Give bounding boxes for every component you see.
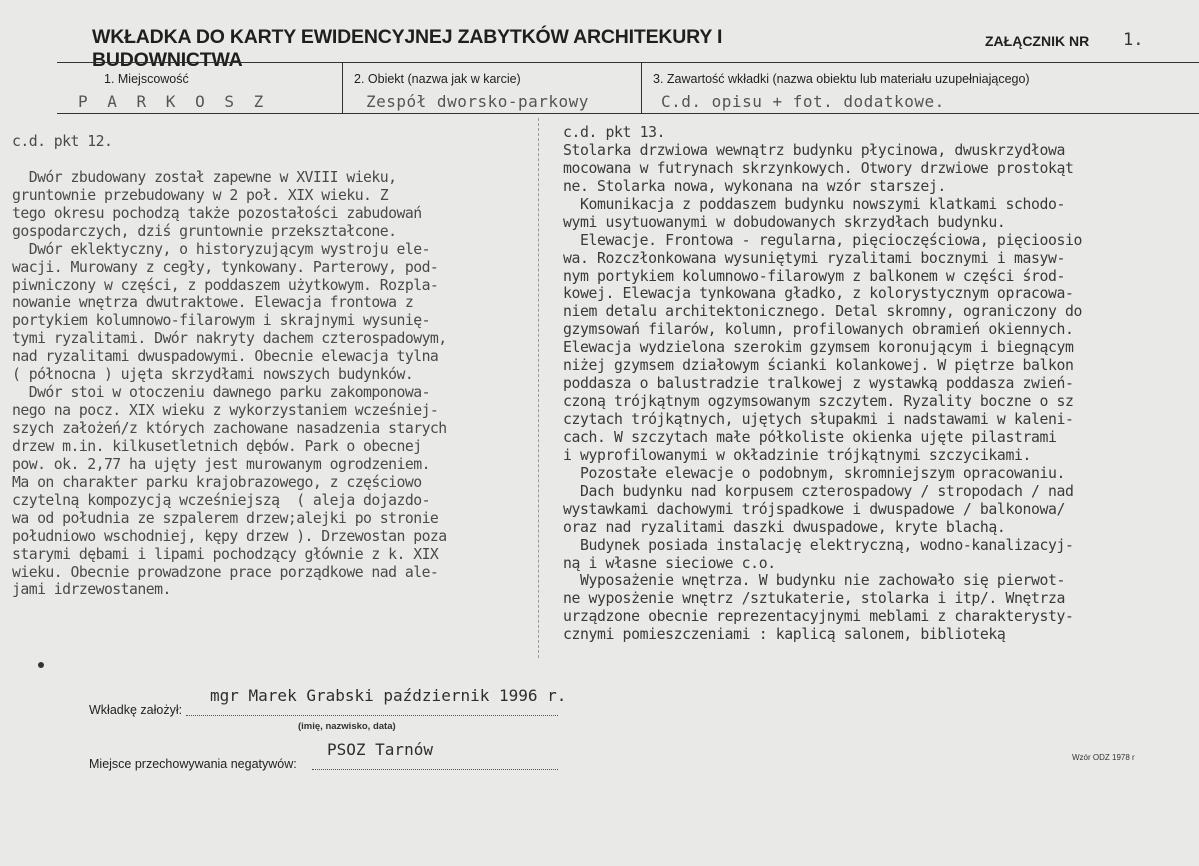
- field-value-contents: C.d. opisu + fot. dodatkowe.: [661, 92, 945, 111]
- right-column-line: Elewacje. Frontowa - regularna, pięcioczęściowa, pięcioosio: [563, 231, 1083, 249]
- left-column-line: starymi dębami i lipami pochodzący głównie z k. XIX: [12, 545, 439, 563]
- right-column-line: Stolarka drzwiowa wewnątrz budynku płycinowa, dwuskrzydłowa: [563, 141, 1066, 159]
- right-column-line: Komunikacja z poddaszem budynku nowszymi klatkami schodo-: [563, 195, 1066, 213]
- negatives-line: [312, 769, 558, 770]
- field-label-object: 2. Obiekt (nazwa jak w karcie): [354, 72, 521, 86]
- right-column-line: kowej. Elewacja tynkowana gładko, z kolorystycznym opracowa-: [563, 285, 1074, 303]
- left-column-line: nowanie wnętrza dwutraktowe. Elewacja frontowa z: [12, 294, 414, 312]
- right-column-line: gzymsowań filarów, kolumn, profilowanych obramień okiennych.: [563, 321, 1074, 339]
- left-column-line: nad ryzalitami dwuspadowymi. Obecnie elewacja tylna: [12, 348, 439, 366]
- left-column-line: tego okresu pochodzą także pozostałości zabudowań: [12, 204, 422, 222]
- negatives-label: Miejsce przechowywania negatywów:: [89, 757, 297, 771]
- right-column-line: Budynek posiada instalację elektryczną, wodno-kanalizacyj-: [563, 536, 1074, 554]
- created-by-label: Wkładkę założył:: [89, 703, 183, 717]
- left-column-line: południowo wschodniej, kępy drzew ). Drzewostan poza: [12, 527, 447, 545]
- column-separator: [538, 118, 539, 658]
- left-column-line: drzew m.in. kilkusetletnich dębów. Park o obecnej: [12, 437, 422, 455]
- left-column-line: wa od południa ze szpalerem drzew;alejki po stronie: [12, 509, 439, 527]
- right-column-line: Wyposażenie wnętrza. W budynku nie zachowało się pierwot-: [563, 572, 1066, 590]
- right-column-line: czoną trójkątnym ogzymsowanym szczytem. Ryzality boczne o sz: [563, 393, 1074, 411]
- right-column-text: [563, 124, 1082, 644]
- right-column-line: niżej gzymsem działowym ścianki kolankowej. W piętrze balkon: [563, 357, 1074, 375]
- annex-label: ZAŁĄCZNIK NR: [985, 33, 1090, 49]
- right-column-line: c.d. pkt 13.: [563, 124, 666, 141]
- right-column-line: i wyprofilowanymi w okładzinie trójkątnymi szczycikami.: [563, 446, 1031, 464]
- right-column-line: nym portykiem kolumnowo-filarowym z balkonem w części środ-: [563, 267, 1066, 285]
- left-column-line: nego na pocz. XIX wieku z wykorzystaniem wcześniej-: [12, 402, 439, 420]
- left-column-line: gruntownie przebudowany w 2 poł. XIX wieku. Z: [12, 186, 389, 204]
- left-column-line: czytelną kompozycją wcześniejszą ( aleja dojazdo-: [12, 491, 430, 509]
- left-column-line: wieku. Obecnie prowadzone prace porządkowe nad ale-: [12, 563, 439, 581]
- right-column-line: urządzone obecnie reprezentacyjnymi meblami z charakterysty-: [563, 608, 1074, 626]
- left-column-line: Dwór eklektyczny, o historyzującym wystroju ele-: [12, 240, 430, 258]
- document-title: WKŁADKA DO KARTY EWIDENCYJNEJ ZABYTKÓW ARCHITEKURY I BUDOWNICTWA: [92, 26, 723, 71]
- right-column-line: ne wyposżenie wnętrz /sztukaterie, stolarka i itp/. Wnętrza: [563, 590, 1066, 608]
- right-column-line: oraz nad ryzalitami daszki dwuspadowe, kryte blachą.: [563, 518, 1006, 536]
- left-column-line: Ma on charakter parku krajobrazowego, z częściowo: [12, 473, 422, 491]
- created-by-caption: (imię, nazwisko, data): [298, 721, 396, 732]
- left-column-line: portykiem kolumnowo-filarowym i skrajnymi wysunię-: [12, 312, 430, 330]
- field-value-object: Zespół dworsko-parkowy: [366, 92, 589, 111]
- left-column-line: Dwór stoi w otoczeniu dawnego parku zakomponowa-: [12, 384, 430, 402]
- annex-number: 1.: [1123, 30, 1144, 50]
- right-column-line: cach. W szczytach małe półkoliste okienka ujęte pilastrami: [563, 428, 1057, 446]
- right-column-line: Elewacja wydzielona szerokim gzymsem koronującym i biegnącym: [563, 339, 1074, 357]
- field-value-location: P A R K O S Z: [78, 92, 269, 111]
- left-column-line: c.d. pkt 12.: [12, 133, 113, 150]
- left-column-line: jami idrzewostanem.: [12, 581, 171, 599]
- field-label-contents: 3. Zawartość wkładki (nazwa obiektu lub materiału uzupełniającego): [653, 72, 1030, 86]
- right-column-line: wystawkami dachowymi trójspadkowe i dwuspadowe / balkonowa/: [563, 500, 1066, 518]
- right-column-line: poddasza o balustradzie tralkowej z wystawką poddasza zwień-: [563, 375, 1074, 393]
- right-column-line: czytach trójkątnych, ujętych słupakmi i nadstawami w kaleni-: [563, 411, 1074, 428]
- field-label-location: 1. Miejscowość: [104, 72, 189, 86]
- header-top-rule: [57, 62, 1199, 63]
- created-by-value: mgr Marek Grabski październik 1996 r.: [210, 686, 567, 705]
- left-column-line: gospodarczych, dziś gruntownie przekształcone.: [12, 222, 397, 240]
- field-divider-2: [641, 62, 642, 114]
- left-column-line: tymi ryzalitami. Dwór nakryty dachem czterospadowym,: [12, 330, 447, 348]
- left-column-line: szych założeń/z których zachowane nasadzenia starych: [12, 420, 447, 437]
- right-column-line: ną i własne sieciowe c.o.: [563, 554, 776, 572]
- right-column-line: ne. Stolarka nowa, wykonana na wzór starszej.: [563, 177, 946, 195]
- right-column-line: cznymi pomieszczeniami : kaplicą salonem, biblioteką: [563, 626, 1006, 644]
- right-column-line: mocowana w futrynach skrzynkowych. Otwory drzwiowe prostokąt: [563, 159, 1074, 177]
- left-column-line: ( północna ) ujęta skrzydłami nowszych budynków.: [12, 366, 414, 384]
- right-column-line: Pozostałe elewacje o podobnym, skromniejszym opracowaniu.: [563, 464, 1066, 482]
- left-column-line: [12, 151, 447, 169]
- field-divider-1: [342, 62, 343, 114]
- footer-mark: [38, 662, 44, 668]
- negatives-value: PSOZ Tarnów: [327, 740, 433, 759]
- form-code: Wzór ODZ 1978 r: [1072, 753, 1135, 762]
- left-column-line: Dwór zbudowany został zapewne w XVIII wieku,: [12, 168, 397, 186]
- right-column-line: Dach budynku nad korpusem czterospadowy / stropodach / nad: [563, 482, 1074, 500]
- header-bottom-rule: [57, 113, 1199, 114]
- right-column-line: wa. Rozczłonkowana wysuniętymi ryzalitami bocznymi i masyw-: [563, 249, 1066, 267]
- left-column-line: wacji. Murowany z cegły, tynkowany. Parterowy, pod-: [12, 258, 439, 276]
- created-by-line: [186, 715, 558, 716]
- right-column-line: wymi usytuowanymi w dobudowanych skrzydłach budynku.: [563, 213, 1006, 231]
- right-column-line: niem detalu architektonicznego. Detal skromny, ograniczony do: [563, 303, 1083, 321]
- left-column-text: [12, 133, 447, 599]
- left-column-line: pow. ok. 2,77 ha ujęty jest murowanym ogrodzeniem.: [12, 455, 430, 473]
- left-column-line: piwniczony w części, z poddaszem użytkowym. Rozpla-: [12, 276, 439, 294]
